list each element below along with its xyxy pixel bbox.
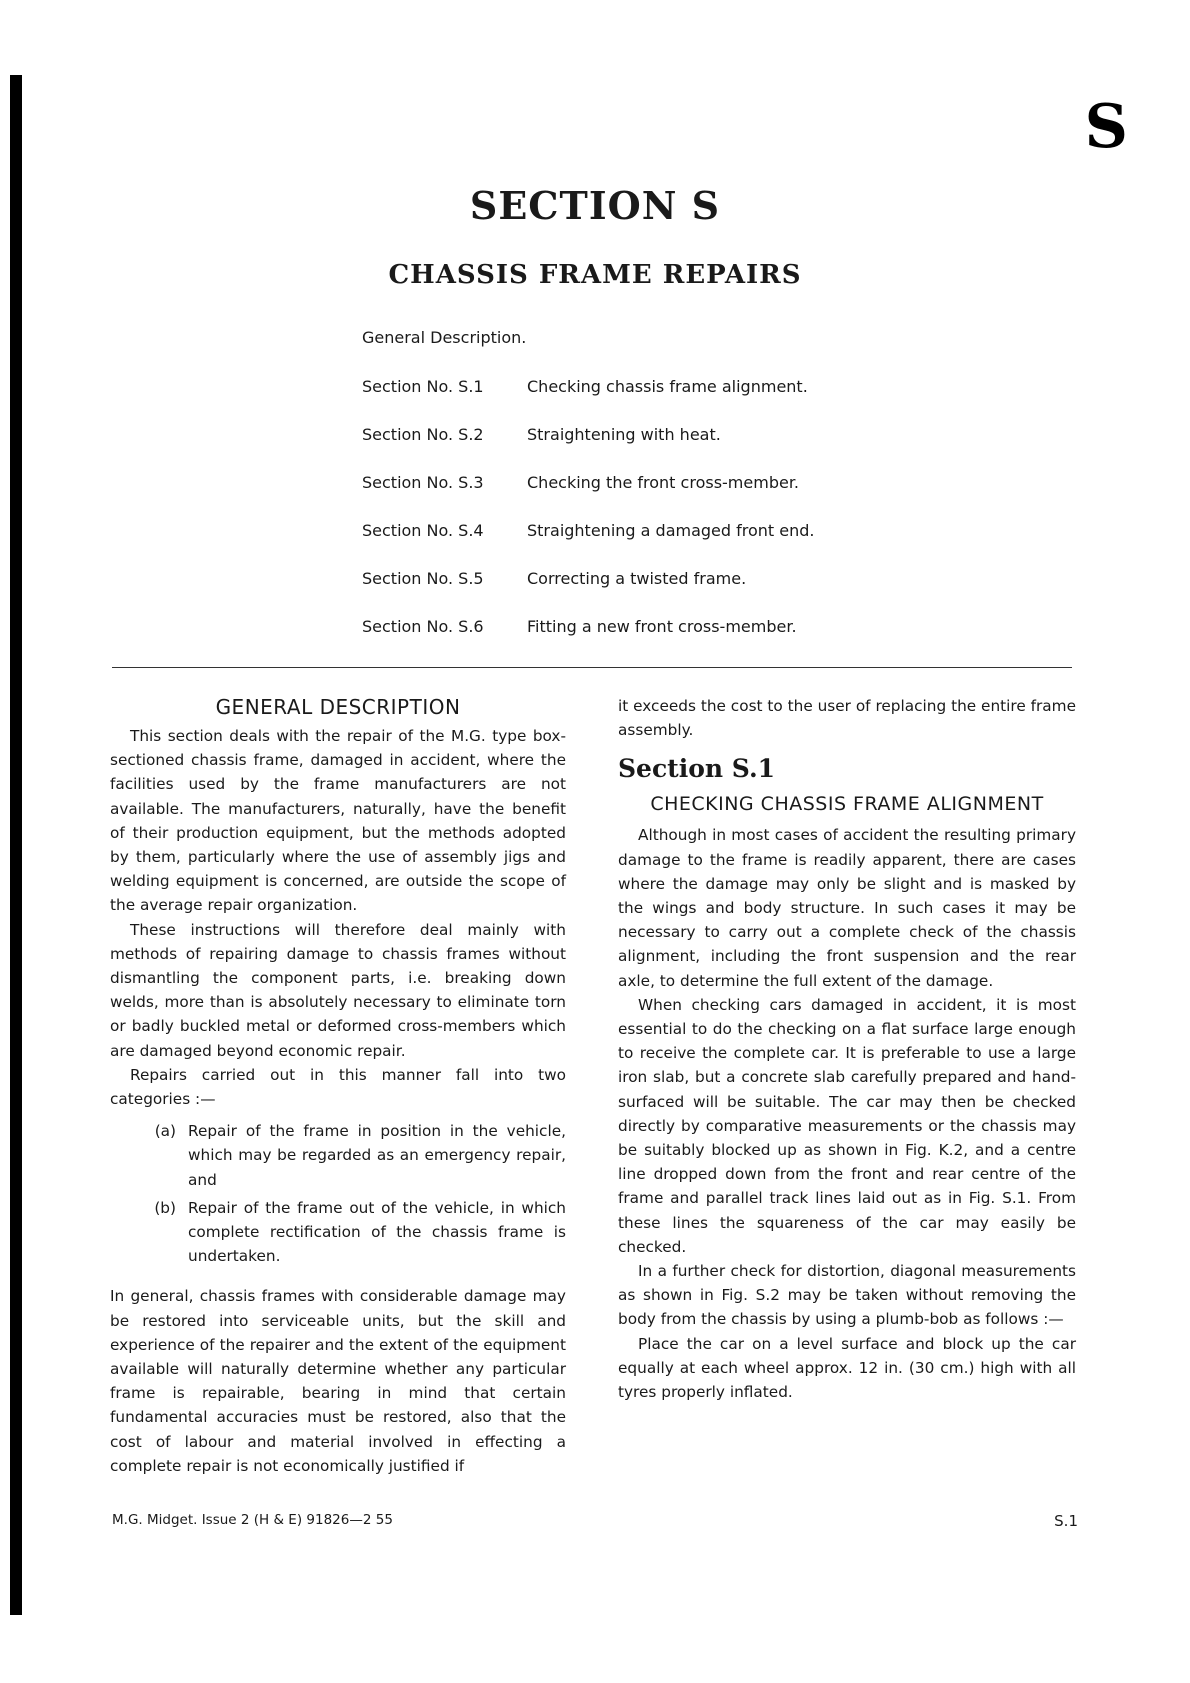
- toc-section-title: Fitting a new front cross-member.: [527, 617, 797, 636]
- toc-section-title: Checking the front cross-member.: [527, 473, 800, 492]
- toc-section-number: Section No. S.3: [362, 473, 484, 492]
- section-tab-letter: S: [1084, 92, 1128, 162]
- section-title: SECTION S: [469, 183, 721, 228]
- toc-section-number: Section No. S.6: [362, 617, 484, 636]
- toc-section-number: Section No. S.4: [362, 521, 484, 540]
- toc-section-title: Correcting a twisted frame.: [527, 569, 747, 588]
- toc-section-number: Section No. S.1: [362, 377, 484, 396]
- list-item-text: Repair of the frame in position in the vehicle, which may be regarded as an emergency repair, and: [188, 1122, 566, 1189]
- toc-row: [362, 473, 882, 521]
- toc-section-title: Checking chassis frame alignment.: [527, 377, 808, 396]
- general-description-heading: GENERAL DESCRIPTION: [215, 695, 461, 719]
- repair-categories-list: [110, 1119, 566, 1268]
- paragraph: Repairs carried out in this manner fall into two categories :—: [110, 1065, 566, 1109]
- paragraph: When checking cars damaged in accident, it is most essential to do the checking on a flat surface large enough to receive the complete car. It is preferable to use a large iron slab, but a concrete slab carefully prepared and hand-surfaced will be suitable. The car may then be checked directly by comparative measurements or the chassis may be suitably blocked up as shown in Fig. K.2, and a centre line dropped down from the front and rear centre of the frame and parallel track lines laid out as in Fig. S.1. From these lines the squareness of the car may easily be checked.: [618, 995, 1076, 1256]
- section-s1-heading: Section S.1: [618, 754, 776, 784]
- list-item-text: Repair of the frame out of the vehicle, in which complete rectification of the chassis frame is undertaken.: [188, 1198, 566, 1266]
- paragraph: This section deals with the repair of the M.G. type box-sectioned chassis frame, damaged in accident, where the facilities used by the frame manufacturers are not available. The manufacturers, naturally, have the benefit of their production equipment, but the methods adopted by them, particularly where the use of assembly jigs and welding equipment is concerned, are outside the scope of the average repair organization.: [110, 727, 566, 915]
- checking-alignment-heading: CHECKING CHASSIS FRAME ALIGNMENT: [650, 793, 1044, 816]
- paragraph: In a further check for distortion, diagonal measurements as shown in Fig. S.2 may be taken without removing the body from the chassis by using a plumb-bob as follows :—: [618, 1262, 1076, 1329]
- paragraph: These instructions will therefore deal mainly with methods of repairing damage to chassis frames without dismantling the component parts, i.e. breaking down welds, more than is absolutely necessary to eliminate torn or badly buckled metal or deformed cross-members which are damaged beyond economic repair.: [110, 920, 566, 1060]
- right-column: [618, 694, 1076, 1404]
- toc-row: [362, 569, 882, 617]
- list-item: [110, 1196, 566, 1269]
- toc-section-number: Section No. S.5: [362, 569, 484, 588]
- toc-section-title: Straightening with heat.: [527, 425, 721, 444]
- binding-edge-bar: [10, 75, 22, 1615]
- section-subtitle: CHASSIS FRAME REPAIRS: [388, 260, 802, 290]
- footer-page-number: S.1: [1054, 1512, 1078, 1530]
- table-of-contents: [362, 328, 882, 665]
- paragraph: Place the car on a level surface and block up the car equally at each wheel approx. 12 in. (30 cm.) high with all tyres properly inflated.: [618, 1334, 1076, 1402]
- list-marker: (a): [154, 1122, 176, 1141]
- toc-row: [362, 377, 882, 425]
- toc-section-title: Straightening a damaged front end.: [527, 521, 815, 540]
- paragraph: Although in most cases of accident the resulting primary damage to the frame is readily apparent, there are cases where the damage may only be slight and is masked by the wings and body structure. In such cases it may be necessary to carry out a complete check of the chassis alignment, including the front suspension and the rear axle, to determine the full extent of the damage.: [618, 826, 1076, 990]
- toc-section-number: Section No. S.2: [362, 425, 484, 444]
- toc-row: [362, 425, 882, 473]
- paragraph: it exceeds the cost to the user of replacing the entire frame assembly.: [618, 697, 1076, 740]
- toc-row: [362, 521, 882, 569]
- list-marker: (b): [154, 1198, 176, 1217]
- horizontal-divider: [112, 667, 1072, 668]
- list-item: [110, 1119, 566, 1192]
- toc-general-description: General Description.: [362, 328, 527, 347]
- paragraph: In general, chassis frames with considerable damage may be restored into serviceable units, but the skill and experience of the repairer and the extent of the equipment available will naturally determine whether any particular frame is repairable, bearing in mind that certain fundamental accuracies must be restored, also that the cost of labour and material involved in effecting a complete repair is not economically justified if: [110, 1287, 566, 1475]
- footer-publication-info: M.G. Midget. Issue 2 (H & E) 91826—2 55: [112, 1512, 393, 1528]
- toc-row: [362, 617, 882, 665]
- left-column: [110, 694, 566, 1478]
